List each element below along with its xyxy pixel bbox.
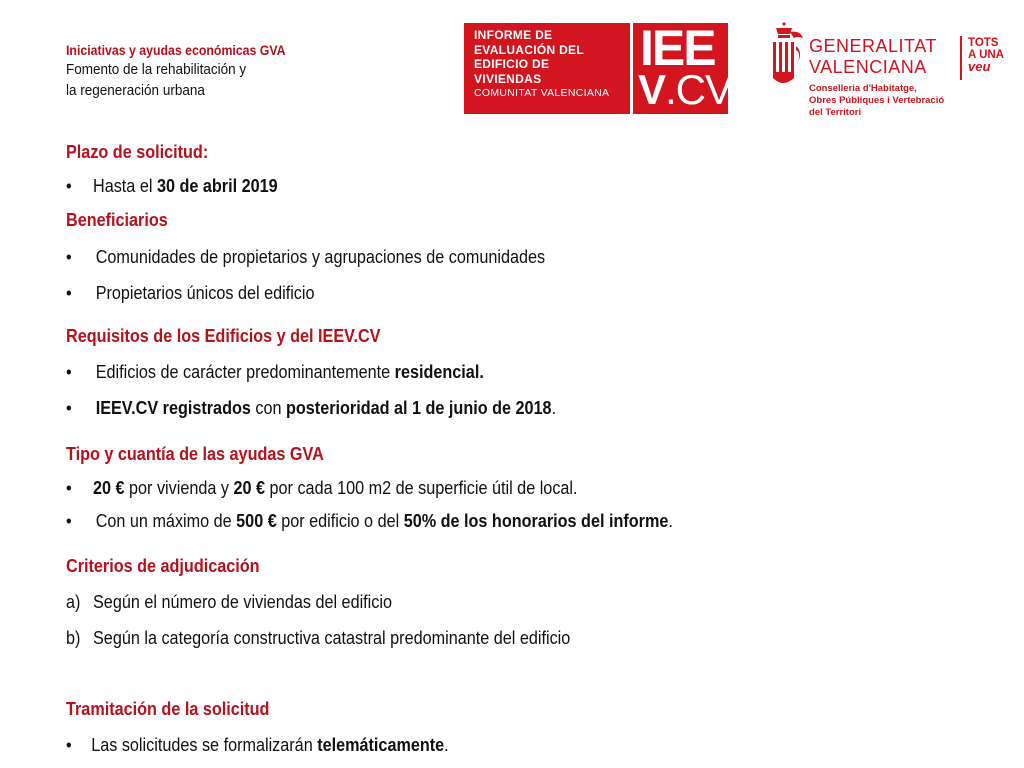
ieev-logo-text: INFORME DE EVALUACIÓN DEL EDIFICIO DE VIVIENDAS COMUNITAT VALENCIANA [474, 28, 610, 99]
ieev-logo-divider [630, 23, 633, 114]
criterios-item-a: a) Según el número de viviendas del edificio [66, 592, 392, 612]
ieev-logo-vcv: V.CV [638, 66, 733, 113]
bullet: • [66, 362, 72, 382]
requisitos-item: • Edificios de carácter predominantemente residencial. [66, 362, 484, 382]
ieev-logo-iee: IEE [640, 20, 715, 76]
section-title-tramitacion: Tramitación de la solicitud [66, 699, 270, 719]
tramitacion-item: • Las solicitudes se formalizarán telemáticamente. [66, 735, 449, 755]
section-title-beneficiarios: Beneficiarios [66, 210, 168, 230]
beneficiarios-item: • Propietarios únicos del edificio [66, 283, 315, 303]
bullet: • [66, 176, 72, 196]
tipo-item: • 20 € por vivienda y 20 € por cada 100 m2 de superficie útil de local. [66, 478, 578, 498]
bullet: • [66, 511, 72, 531]
header-block [66, 42, 316, 101]
list-marker: b) [66, 628, 81, 648]
requisitos-item: • IEEV.CV registrados con posterioridad al 1 de junio de 2018. [66, 398, 557, 418]
bullet: • [66, 478, 72, 498]
criterios-item-b: b) Según la categoría constructiva catastral predominante del edificio [66, 628, 571, 648]
gva-emblem-icon [770, 22, 804, 92]
bullet: • [66, 735, 72, 755]
gva-tots-a-una-veu: TOTS A UNA veu [968, 37, 1004, 74]
gva-conselleria: Conselleria d'Habitatge, Obres Públiques i Vertebració del Territori [809, 83, 945, 118]
list-marker: a) [66, 592, 81, 612]
bullet: • [66, 398, 72, 418]
ieev-logo [464, 20, 733, 114]
section-title-requisitos: Requisitos de los Edificios y del IEEV.CV [66, 326, 381, 346]
header-subtitle-line2: la regeneración urbana [66, 82, 205, 99]
bullet: • [66, 247, 72, 267]
tipo-item: • Con un máximo de 500 € por edificio o del 50% de los honorarios del informe. [66, 511, 673, 531]
header-category: Iniciativas y ayudas económicas GVA [66, 42, 286, 58]
gva-separator [960, 36, 962, 80]
section-title-plazo: Plazo de solicitud: [66, 142, 209, 162]
header-subtitle-line1: Fomento de la rehabilitación y [66, 61, 247, 78]
section-title-criterios: Criterios de adjudicación [66, 556, 260, 576]
beneficiarios-item: • Comunidades de propietarios y agrupaciones de comunidades [66, 247, 546, 267]
section-title-tipo: Tipo y cuantía de las ayudas GVA [66, 444, 324, 464]
bullet: • [66, 283, 72, 303]
plazo-item: • Hasta el 30 de abril 2019 [66, 176, 278, 196]
gva-name: GENERALITAT VALENCIANA [809, 36, 937, 77]
